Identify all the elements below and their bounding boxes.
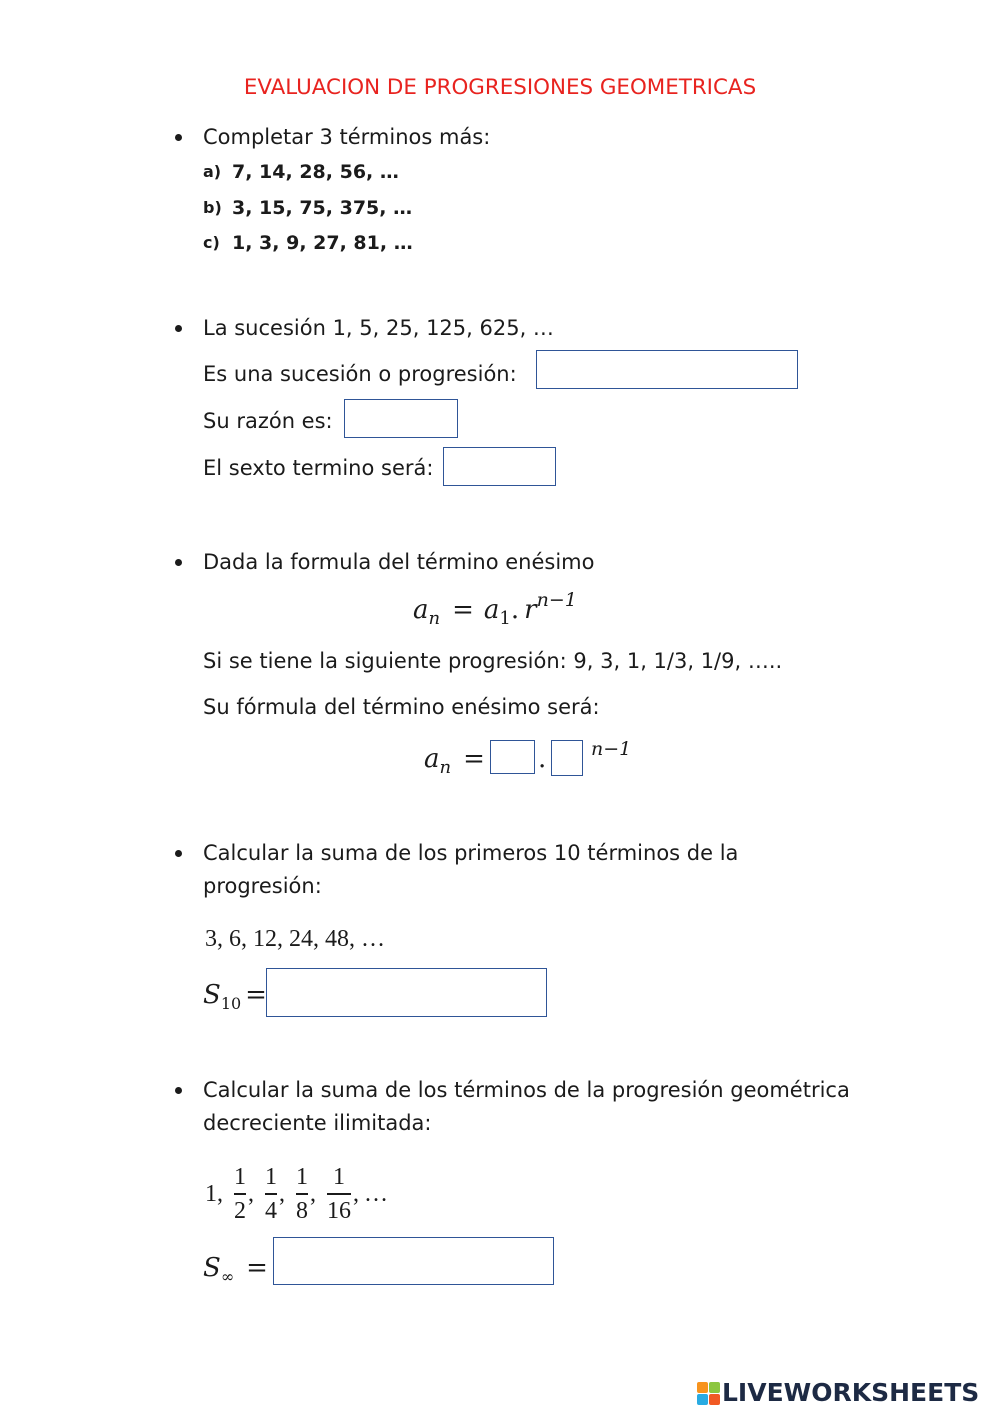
- sum-symbol: S: [203, 980, 221, 1010]
- series-comma: ,: [248, 1181, 254, 1207]
- fraction-one-quarter: [263, 1165, 279, 1223]
- formula-ratio-base: r: [524, 595, 537, 625]
- question-2-prompt: La sucesión 1, 5, 25, 125, 625, …: [203, 316, 554, 340]
- formula-product-dot: .: [510, 595, 520, 625]
- fraction-denominator: 2: [234, 1197, 246, 1224]
- bullet-icon: [175, 134, 182, 141]
- series-comma: ,: [310, 1181, 316, 1207]
- fraction-numerator: 1: [234, 1164, 246, 1191]
- series-ellipsis: …: [364, 1181, 388, 1207]
- ratio-label: Su razón es:: [203, 409, 333, 433]
- fraction-denominator: 4: [265, 1197, 277, 1224]
- sum-infinity-subscript: ∞: [220, 1267, 235, 1286]
- series-comma: ,: [217, 1181, 223, 1207]
- fraction-one-sixteenth: [325, 1165, 353, 1223]
- fraction-numerator: 1: [333, 1164, 345, 1191]
- question-5-prompt-line-2: decreciente ilimitada:: [203, 1111, 432, 1135]
- sixth-term-input[interactable]: [443, 447, 556, 486]
- formula-first-term-base: a: [483, 595, 500, 625]
- sixth-term-label: El sexto termino será:: [203, 456, 434, 480]
- series-first-term: 1: [205, 1181, 217, 1207]
- logo-tile: [709, 1394, 720, 1405]
- ratio-input[interactable]: [344, 399, 458, 438]
- question-3-prompt: Dada la formula del término enésimo: [203, 550, 595, 574]
- formula-exponent: n−1: [536, 589, 577, 611]
- sum-equals-sign: =: [245, 980, 267, 1010]
- question-5-prompt-line-1: Calcular la suma de los términos de la progresión geométrica: [203, 1078, 850, 1102]
- item-b-label: b): [203, 198, 222, 217]
- bullet-icon: [175, 559, 182, 566]
- formula-first-term-subscript: 1: [499, 608, 511, 629]
- series-comma: ,: [353, 1181, 359, 1207]
- formula-term-base: a: [413, 595, 429, 625]
- answer-formula-lhs: [424, 743, 485, 778]
- fraction-numerator: 1: [265, 1164, 277, 1191]
- formula-question-text: Su fórmula del término enésimo será:: [203, 695, 600, 719]
- item-a-sequence: 7, 14, 28, 56, …: [232, 161, 399, 183]
- sequence-type-input[interactable]: [536, 350, 798, 389]
- ratio-base-input[interactable]: [551, 740, 583, 776]
- question-4-prompt-line-1: Calcular la suma de los primeros 10 términos de la: [203, 841, 739, 865]
- fraction-numerator: 1: [296, 1164, 308, 1191]
- series-comma: ,: [279, 1181, 285, 1207]
- fraction-denominator: 8: [296, 1197, 308, 1224]
- logo-tile: [697, 1394, 708, 1405]
- formula-equals-sign: =: [452, 595, 474, 625]
- bullet-icon: [175, 325, 182, 332]
- nth-term-formula: [413, 589, 577, 629]
- answer-formula-term-base: a: [424, 744, 440, 774]
- item-b-sequence: 3, 15, 75, 375, …: [232, 197, 413, 219]
- sequence-type-label: Es una sucesión o progresión:: [203, 362, 517, 386]
- bullet-icon: [175, 1087, 182, 1094]
- formula-term-subscript: n: [428, 608, 441, 629]
- geometric-sequence: 3, 6, 12, 24, 48, …: [205, 926, 385, 952]
- given-progression-text: Si se tiene la siguiente progresión: 9, 3, 1, 1/3, 1/9, …..: [203, 649, 783, 673]
- item-c-label: c): [203, 233, 220, 252]
- bullet-icon: [175, 850, 182, 857]
- logo-wordmark: LIVEWORKSHEETS: [722, 1378, 980, 1407]
- sum-10-label: [203, 979, 267, 1011]
- question-1-prompt: Completar 3 términos más:: [203, 125, 491, 149]
- fraction-one-half: [232, 1165, 248, 1223]
- answer-formula-equals-sign: =: [463, 744, 485, 774]
- fraction-one-eighth: [294, 1165, 310, 1223]
- answer-formula-product-dot: .: [538, 744, 547, 774]
- sum-infinity-label: [203, 1252, 268, 1284]
- sum-10-input[interactable]: [266, 968, 547, 1017]
- item-a-label: a): [203, 162, 222, 181]
- worksheet-title: EVALUACION DE PROGRESIONES GEOMETRICAS: [243, 75, 757, 100]
- item-c-sequence: 1, 3, 9, 27, 81, …: [232, 232, 413, 254]
- question-4-prompt-line-2: progresión:: [203, 874, 322, 898]
- sum-infinity-input[interactable]: [273, 1237, 554, 1285]
- liveworksheets-logo[interactable]: [697, 1378, 979, 1408]
- answer-formula-exponent: n−1: [591, 738, 632, 760]
- liveworksheets-logo-icon: [697, 1382, 720, 1405]
- infinite-series: [205, 1165, 388, 1223]
- first-term-input[interactable]: [490, 740, 535, 774]
- answer-formula-dot: [538, 743, 546, 775]
- sum-equals-sign: =: [246, 1253, 268, 1283]
- sum-subscript: 10: [220, 994, 242, 1013]
- logo-tile: [697, 1382, 708, 1393]
- fraction-denominator: 16: [327, 1197, 351, 1224]
- logo-tile: [709, 1382, 720, 1393]
- sum-symbol: S: [203, 1253, 221, 1283]
- answer-formula-term-subscript: n: [439, 757, 452, 778]
